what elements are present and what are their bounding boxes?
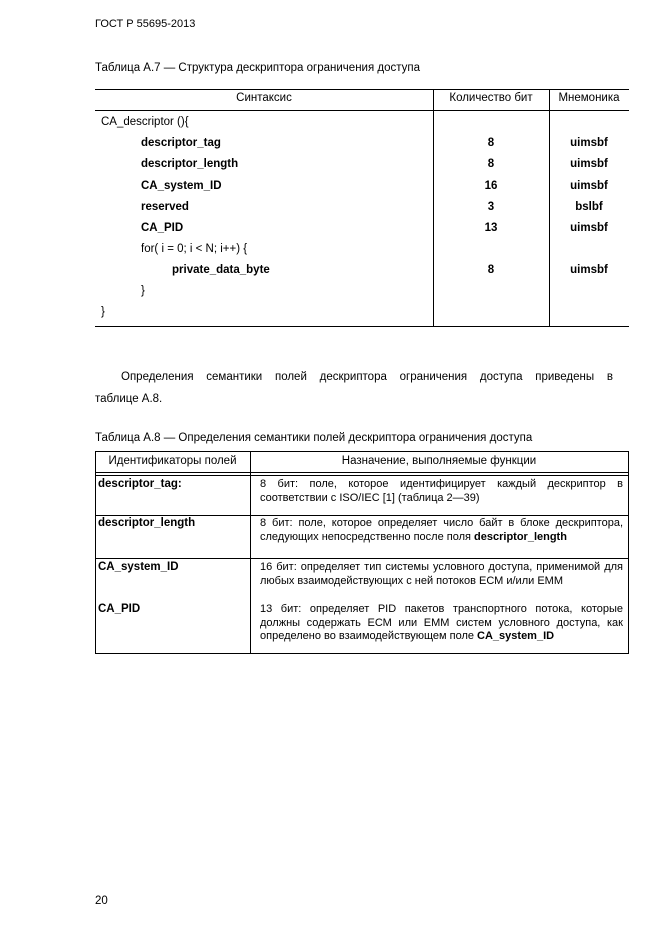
table-a7-syntax-cell: CA_descriptor (){ xyxy=(101,116,189,128)
table-a7-syntax-cell: } xyxy=(141,285,145,297)
document-id: ГОСТ Р 55695-2013 xyxy=(95,18,196,30)
desc-text: 8 бит: поле, которое определяет число байт в блоке дескриптора, следующих непосредственно после поля xyxy=(260,517,623,543)
table-a8-field-cell: CA_system_ID xyxy=(98,561,179,573)
table-a7-header-mnemonic: Мнемоника xyxy=(558,92,620,104)
table-a7-mnemonic-cell: uimsbf xyxy=(570,180,608,192)
table-a7-bits-cell: 8 xyxy=(487,264,495,276)
table-a7-bits-cell: 16 xyxy=(484,180,498,192)
table-a7-mnemonic-cell: uimsbf xyxy=(570,137,608,149)
table-a8-header-border xyxy=(95,472,629,473)
desc-bold-term: descriptor_length xyxy=(474,530,567,543)
table-a8-top-border xyxy=(95,451,629,452)
desc-text: 16 бит: определяет тип системы условного доступа, применимой для любых взаимодействующих с ней потоков ЕСМ и/или ЕММ xyxy=(260,561,623,587)
table-a8-desc-cell xyxy=(260,603,623,644)
table-a7-mnemonic-cell: uimsbf xyxy=(570,222,608,234)
table-a7-syntax-cell: CA_PID xyxy=(141,222,184,234)
table-a7-bits-cell: 8 xyxy=(487,158,495,170)
table-a8-bottom-border xyxy=(95,653,629,654)
table-a7-syntax-cell: private_data_byte xyxy=(172,264,270,276)
table-a8-right-border xyxy=(628,451,629,653)
table-a8-row-border xyxy=(95,515,629,516)
table-a8-header-field: Идентификаторы полей xyxy=(108,455,237,467)
desc-bold-term: CA_system_ID xyxy=(477,630,555,642)
table-a8-desc-cell xyxy=(260,478,623,505)
table-a7-mnemonic-cell: bslbf xyxy=(575,201,603,213)
table-a8-row-border xyxy=(95,558,629,559)
table-a7-header-bits: Количество бит xyxy=(449,92,533,104)
table-a7-mnemonic-cell: uimsbf xyxy=(570,264,608,276)
table-a7-syntax-cell: descriptor_tag xyxy=(141,137,221,149)
table-a8-header-function: Назначение, выполняемые функции xyxy=(341,455,537,467)
table-a7-bits-cell: 3 xyxy=(487,201,495,213)
table-a7-mnemonic-cell: uimsbf xyxy=(570,158,608,170)
table-a7-syntax-cell: descriptor_length xyxy=(141,158,239,170)
table-a7-bottom-border xyxy=(95,326,629,327)
page-number: 20 xyxy=(95,895,108,907)
table-a7-header-syntax: Синтаксис xyxy=(236,92,292,104)
table-a7-bits-cell: 13 xyxy=(484,222,498,234)
desc-text: 13 бит: определяет PID пакетов транспортного потока, которые должны содержать ЕСМ или ЕММ систем условного доступа, как определено во взаимодействующем поле xyxy=(260,603,623,642)
table-a8-desc-cell xyxy=(260,561,623,588)
paragraph-line: таблице А.8. xyxy=(95,393,163,405)
table-a8-desc-cell xyxy=(260,517,623,544)
table-a8-caption: Таблица А.8 — Определения семантики полей дескриптора ограничения доступа xyxy=(95,432,533,444)
desc-text: 8 бит: поле, которое идентифицирует каждый дескриптор в соответствии с ISO/IEC [1] (таблица 2—39) xyxy=(260,478,623,504)
table-a8-field-cell: CA_PID xyxy=(98,603,141,615)
table-a8-left-border xyxy=(95,451,96,653)
table-a8-header-border xyxy=(95,475,629,476)
table-a8-field-cell: descriptor_length xyxy=(98,517,196,529)
table-a7-syntax-cell: reserved xyxy=(141,201,189,213)
table-a7-caption: Таблица А.7 — Структура дескриптора ограничения доступа xyxy=(95,62,421,74)
table-a7-syntax-cell: CA_system_ID xyxy=(141,180,222,192)
table-a7-syntax-cell: for( i = 0; i < N; i++) { xyxy=(141,243,248,255)
table-a7-syntax-cell: } xyxy=(101,306,105,318)
paragraph-line: Определения семантики полей дескриптора ограничения доступа приведены в xyxy=(121,371,613,383)
table-a7-bits-cell: 8 xyxy=(487,137,495,149)
table-a8-field-cell: descriptor_tag: xyxy=(98,478,182,490)
table-a8-col-divider xyxy=(250,451,251,653)
